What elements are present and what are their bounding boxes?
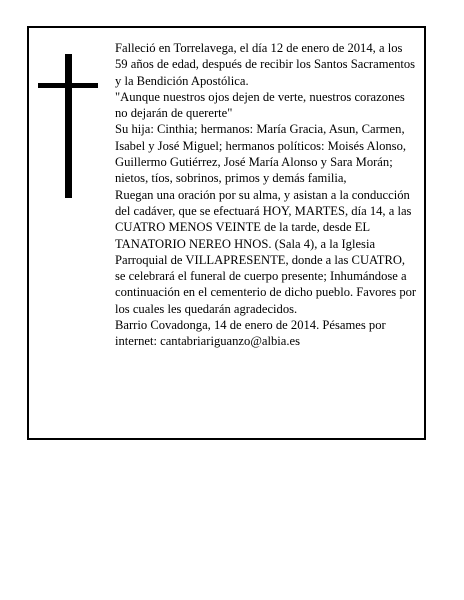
funeral-details: Ruegan una oración por su alma, y asistan a la conducción del cadáver, que se efectuará HOY, MARTES, día 14, a las CUATRO MENOS VEINTE de la tarde, desde EL TANATORIO NEREO HNOS. (Sala 4), a la Iglesia Parroquial de VILLAPRESENTE, donde a las CUATRO, se celebrará el funeral de cuerpo presente; Inhumándose a continuación en el cementerio de dicho pueblo. Favores por los cuales les quedarán agradecidos. — [115, 187, 417, 316]
death-announcement: Falleció en Torrelavega, el día 12 de enero de 2014, a los 59 años de edad, después de recibir los Santos Sacramentos y la Bendición Apostólica. — [115, 41, 416, 88]
cross-vertical-bar — [65, 54, 72, 198]
memorial-quote: "Aunque nuestros ojos dejen de verte, nuestros corazones no dejarán de quererte" — [115, 89, 405, 121]
cross-horizontal-bar — [38, 83, 98, 88]
cross-icon — [38, 54, 98, 198]
family-list: Su hija: Cinthia; hermanos: María Gracia, Asun, Carmen, Isabel y José Miguel; hermanos políticos: Moisés Alonso, Guillermo Gutiérrez, José María Alonso y Sara Morán; nietos, tíos, sobrinos, primos y demás familia, — [115, 122, 407, 186]
obituary-text — [115, 40, 417, 350]
condolences-footer: Barrio Covadonga, 14 de enero de 2014. Pésames por internet: cantabriariguanzo@albia.es — [115, 318, 386, 349]
